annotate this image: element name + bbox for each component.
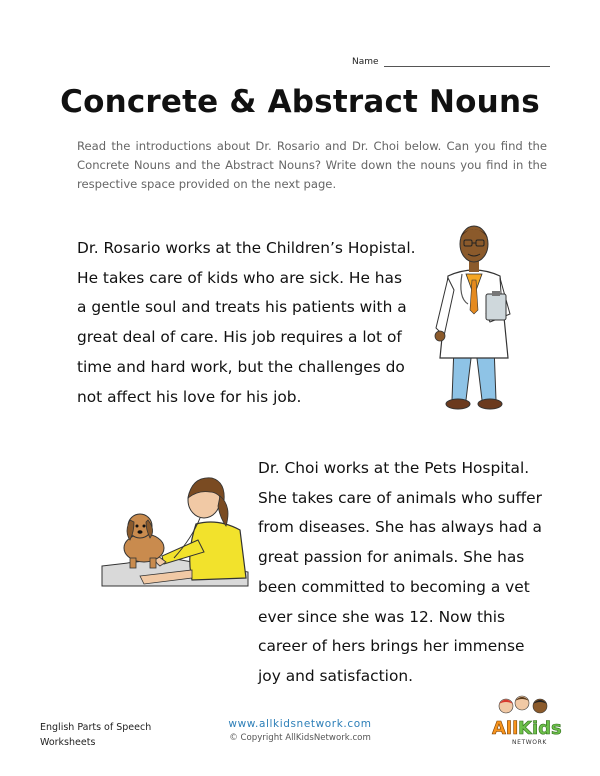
copyright-text: © Copyright AllKidsNetwork.com <box>229 733 371 743</box>
allkidsnetwork-logo <box>488 692 564 748</box>
logo-all: All <box>492 718 519 739</box>
name-field-line[interactable] <box>384 66 550 67</box>
passage-line: He takes care of kids who are sick. He has <box>77 268 403 287</box>
logo-kids: Kids <box>518 718 562 739</box>
footer-series-line2: Worksheets <box>40 737 96 748</box>
passage-line: ever since she was 12. Now this <box>258 607 506 626</box>
doctor-illustration <box>424 218 524 418</box>
website-link[interactable]: www.allkidsnetwork.com <box>228 718 372 730</box>
passage-line: not affect his love for his job. <box>77 387 302 406</box>
passage-line: great passion for animals. She has <box>258 548 525 567</box>
instructions: Read the introductions about Dr. Rosario and Dr. Choi below. Can you find the Concrete Nouns and the Abstract Nouns? Write down the nouns you find in the respective space provided on the next page. <box>77 139 547 191</box>
footer-series-line1: English Parts of Speech <box>40 722 152 733</box>
passage-line: She takes care of animals who suffer <box>258 488 542 507</box>
passage-line: career of hers brings her immense <box>258 637 525 656</box>
passage-rosario <box>77 234 416 412</box>
passage-line: time and hard work, but the challenges do <box>77 357 405 376</box>
passage-line: from diseases. She has always had a <box>258 518 542 537</box>
passage-line: a gentle soul and treats his patients with a <box>77 298 407 317</box>
passage-line: joy and satisfaction. <box>258 666 414 685</box>
passage-choi <box>258 454 554 692</box>
worksheet-title: Concrete & Abstract Nouns <box>60 84 540 120</box>
vet-with-puppy-illustration <box>100 462 250 602</box>
passage-line: Dr. Rosario works at the Children’s Hopistal. <box>77 239 416 257</box>
logo-network: NETWORK <box>512 739 547 746</box>
name-label: Name <box>352 57 379 67</box>
passage-line: been committed to becoming a vet <box>258 577 530 596</box>
passage-line: great deal of care. His job requires a lot of <box>77 328 402 347</box>
passage-line: Dr. Choi works at the Pets Hospital. <box>258 459 530 477</box>
